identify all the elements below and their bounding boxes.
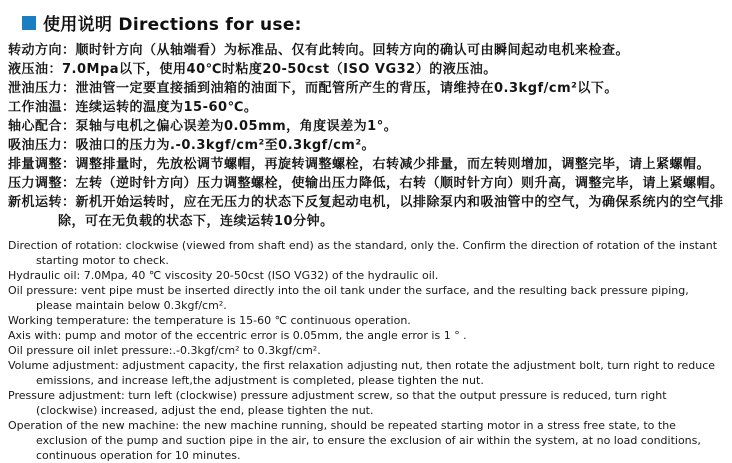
cn-instruction-row (8, 98, 726, 117)
instruction-label: 轴心配合： (8, 119, 76, 134)
cn-instruction-row (8, 41, 726, 60)
cn-instruction-row (8, 117, 726, 136)
chinese-instructions (8, 41, 726, 231)
cn-instruction-row (8, 60, 726, 79)
en-instruction-row: Volume adjustment: adjustment capacity, the first relaxation adjusting nut, then rotate the adjustment bolt, turn right to reduce emissions, and increase left,the adjustment is completed, please tighten the nut. (8, 359, 716, 387)
en-instruction-row: Axis with: pump and motor of the eccentric error is 0.05mm, the angle error is 1 ° . (8, 329, 467, 342)
instruction-text: 吸油口的压力为.-0.3kgf/cm²至0.3kgf/cm²。 (75, 138, 376, 153)
instruction-text: 新机开始运转时，应在无压力的状态下反复起动电机，以排除泵内和吸油管中的空气，为确保系统内的空气排除，可在无负载的状态下，连续运转10分钟。 (58, 195, 724, 229)
cn-instruction-row (8, 174, 726, 193)
section-marker-icon (22, 16, 36, 30)
instruction-text: 顺时针方向（从轴端看）为标准品、仅有此转向。回转方向的确认可由瞬间起动电机来检查。 (75, 43, 630, 58)
cn-instruction-row (8, 79, 726, 98)
page-title: 使用说明 Directions for use: (43, 15, 302, 35)
instruction-label: 吸油压力： (8, 138, 76, 153)
cn-instruction-row (8, 136, 726, 155)
instruction-text: 连续运转的温度为15-60℃。 (75, 100, 258, 115)
cn-instruction-row (8, 193, 726, 231)
instruction-text: 调整排量时，先放松调节螺帽，再旋转调整螺栓，右转减少排量，而左转则增加，调整完毕，请上紧螺帽。 (75, 157, 711, 172)
instruction-label: 压力调整： (8, 176, 76, 191)
instruction-label: 新机运转： (8, 195, 76, 210)
en-instruction-row: Oil pressure: vent pipe must be inserted directly into the oil tank under the surface, and the resulting back pressure piping, please maintain below 0.3kgf/cm². (8, 284, 689, 312)
en-instruction-row: Direction of rotation: clockwise (viewed from shaft end) as the standard, only the. Confirm the direction of rotation of the instant starting motor to check. (8, 239, 718, 267)
instruction-text: 7.0Mpa以下，使用40℃时粘度20-50cst（ISO VG32）的液压油。 (62, 62, 497, 77)
cn-instruction-row (8, 155, 726, 174)
section-header (22, 10, 726, 35)
instruction-text: 泵轴与电机之偏心误差为0.05mm，角度误差为1°。 (75, 119, 398, 134)
instruction-label: 转动方向： (8, 43, 76, 58)
instruction-text: 泄油管一定要直接插到油箱的油面下，而配管所产生的背压，请维持在0.3kgf/cm²以下。 (75, 81, 618, 96)
en-instruction-row: Working temperature: the temperature is 15-60 ℃ continuous operation. (8, 314, 411, 327)
en-instruction-row: Hydraulic oil: 7.0Mpa, 40 ℃ viscosity 20-50cst (ISO VG32) of the hydraulic oil. (8, 269, 439, 282)
en-instruction-row: Operation of the new machine: the new machine running, should be repeated starting motor in a stress free state, to the exclusion of the pump and suction pipe in the air, to ensure the exclusion of air within the system, at no load conditions, continuous operation for 10 minutes. (8, 419, 701, 462)
instruction-label: 泄油压力： (8, 81, 76, 96)
instruction-text: 左转（逆时针方向）压力调整螺栓，使输出压力降低，右转（顺时针方向）则升高，调整完毕，请上紧螺帽。 (75, 176, 724, 191)
english-instructions (8, 238, 726, 463)
en-instruction-row: Pressure adjustment: turn left (clockwise) pressure adjustment screw, so that the output pressure is reduced, turn right (clockwise) increased, adjust the end, please tighten the nut. (8, 389, 667, 417)
instruction-label: 工作油温： (8, 100, 76, 115)
instruction-label: 液压油： (8, 62, 63, 77)
instruction-label: 排量调整： (8, 157, 76, 172)
en-instruction-row: Oil pressure oil inlet pressure:.-0.3kgf/cm² to 0.3kgf/cm². (8, 344, 321, 357)
